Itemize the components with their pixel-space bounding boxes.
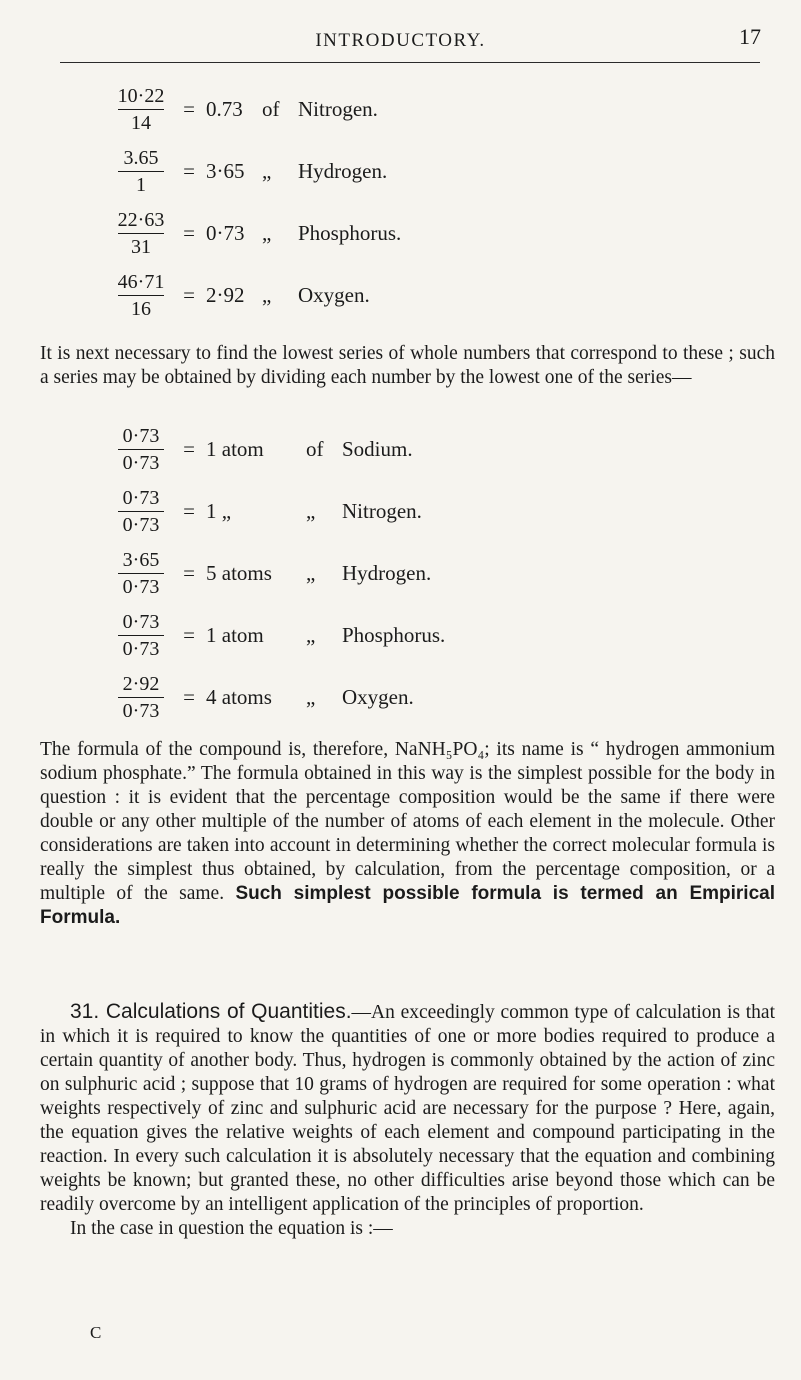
atom-row: $\frac{0\cdot 73}{0\cdot 73}$ = 1 atom of Sodium. (110, 418, 445, 480)
denominator: 0·73 (122, 637, 160, 660)
atom-count: 1 atom (206, 436, 264, 461)
fraction (110, 550, 172, 597)
atom-count: 4 atoms (206, 684, 272, 709)
ditto-mark: of (262, 96, 280, 121)
fraction (110, 272, 172, 319)
ratio-block (110, 78, 401, 326)
ditto-mark: „ (306, 684, 316, 709)
fraction (110, 426, 172, 473)
ditto-mark: of (306, 436, 324, 461)
numerator: 46·71 (117, 270, 165, 293)
element-name: Nitrogen. (298, 96, 378, 121)
bold-definition: Such simplest possible formula is termed an Empirical Formula. (40, 883, 775, 928)
paragraph-lead: The formula of the compound is, therefore, (40, 739, 395, 760)
ratio-value: 2·92 (206, 282, 245, 307)
element-name: Hydrogen. (342, 560, 432, 585)
element-name: Phosphorus. (342, 622, 446, 647)
element-name: Oxygen. (298, 282, 370, 307)
intro-paragraph (40, 342, 775, 390)
numerator: 22·63 (117, 208, 165, 231)
header-rule (60, 62, 760, 63)
running-head: INTRODUCTORY. (315, 30, 486, 51)
ditto-mark: „ (306, 560, 316, 585)
denominator: 1 (136, 173, 146, 196)
fraction (110, 488, 172, 535)
ditto-mark: „ (262, 158, 272, 183)
ratio-row: $\frac{10\cdot 22}{14}$ = 0.73 of Nitrogen. (110, 78, 401, 140)
denominator: 0·73 (122, 451, 160, 474)
atom-row: $\frac{3\cdot 65}{0\cdot 73}$ = 5 atoms „ Hydrogen. (110, 542, 445, 604)
numerator: 2·92 (122, 672, 160, 695)
section-closing: In the case in question the equation is :— (70, 1218, 393, 1239)
atom-count: 5 atoms (206, 560, 272, 585)
ditto-mark: „ (306, 622, 316, 647)
ditto-mark: „ (262, 282, 272, 307)
denominator: 0·73 (122, 699, 160, 722)
numerator: 10·22 (117, 84, 165, 107)
numerator: 0·73 (122, 424, 160, 447)
paragraph-text (40, 738, 775, 930)
numerator: 0·73 (122, 486, 160, 509)
ratio-value: 3·65 (206, 158, 245, 183)
fraction (110, 86, 172, 133)
ratio-row: $\frac{22\cdot 63}{31}$ = 0·73 „ Phosphorus. (110, 202, 401, 264)
atom-count-block (110, 418, 445, 728)
ratio-row: $\frac{46\cdot 71}{16}$ = 2·92 „ Oxygen. (110, 264, 401, 326)
page-number: 17 (739, 24, 761, 49)
denominator: 0·73 (122, 513, 160, 536)
element-name: Nitrogen. (342, 498, 422, 523)
fraction (110, 674, 172, 721)
denominator: 16 (131, 297, 151, 320)
element-name: Phosphorus. (298, 220, 402, 245)
numerator: 3.65 (123, 146, 159, 169)
denominator: 0·73 (122, 575, 160, 598)
chemical-formula: NaNH₅PO₄ (394, 739, 485, 760)
atom-row: $\frac{0\cdot 73}{0\cdot 73}$ = 1 „ „ Nitrogen. (110, 480, 445, 542)
signature-mark: C (90, 1323, 102, 1342)
section-paragraph (40, 1000, 775, 1217)
atom-count: 1 atom (206, 622, 264, 647)
numerator: 3·65 (122, 548, 160, 571)
element-name: Oxygen. (342, 684, 414, 709)
numerator: 0·73 (122, 610, 160, 633)
atom-count: 1 „ (206, 498, 232, 523)
ratio-value: 0·73 (206, 220, 245, 245)
formula-paragraph (40, 738, 775, 930)
denominator: 31 (131, 235, 151, 258)
fraction (110, 612, 172, 659)
ditto-mark: „ (262, 220, 272, 245)
ratio-value: 0.73 (206, 96, 243, 121)
section-31 (40, 1000, 775, 1241)
denominator: 14 (131, 111, 151, 134)
element-name: Hydrogen. (298, 158, 388, 183)
paragraph-text: It is next necessary to find the lowest series of whole numbers that correspond to these ; such a series may be obtained by dividing each number by the lowest one of the series— (40, 343, 775, 388)
section-body: —An exceedingly common type of calculation is that in which it is required to know the quantities of one or more bodies required to produce a certain quantity of another body. Thus, hydrogen is commonly obtained by the action of zinc on sulphuric acid ; suppose that 10 grams of hydrogen are required for some operation : what weights respectively of zinc and sulphuric acid are necessary for the purpose ? Here, again, the equation gives the relative weights of each element and compound participating in the reaction. In every such calculation it is absolutely necessary that the equation and combining weights be known; but granted these, no other difficulties arise beyond those which can be readily overcome by an intelligent application of the principles of proportion. (40, 1002, 775, 1215)
paragraph-body: ; its name is “ hydrogen ammonium sodium phosphate.” The formula obtained in this way is the simplest possible for the body in question : it is evident that the percentage composition would be the same if there were double or any other multiple of the number of atoms of each element in the molecule. Other considerations are taken into account in determining whether the correct molecular formula is really the simplest thus obtained, by calculation, from the percentage composition, or a multiple of the same. (40, 739, 775, 904)
atom-row: $\frac{0\cdot 73}{0\cdot 73}$ = 1 atom „ Phosphorus. (110, 604, 445, 666)
atom-row: $\frac{2\cdot 92}{0\cdot 73}$ = 4 atoms „ Oxygen. (110, 666, 445, 728)
section-heading: 31. Calculations of Quantities. (70, 1000, 352, 1023)
element-name: Sodium. (342, 436, 413, 461)
ratio-row: $\frac{3.65}{1}$ = 3·65 „ Hydrogen. (110, 140, 401, 202)
fraction (110, 210, 172, 257)
fraction (110, 148, 172, 195)
ditto-mark: „ (306, 498, 316, 523)
